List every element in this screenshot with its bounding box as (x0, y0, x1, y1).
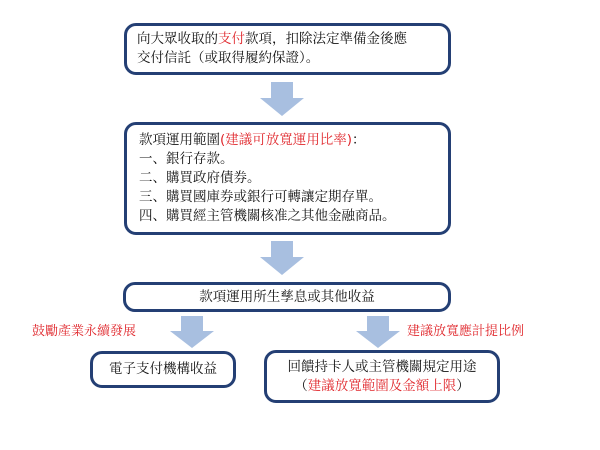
box1-line1: 向大眾收取的支付款項，扣除法定準備金後應 (137, 31, 407, 47)
usage-item: 二、購買政府債券。 (139, 170, 261, 186)
box5-line1: 回饋持卡人或主管機關規定用途 (287, 359, 477, 375)
down-arrow-right (356, 316, 400, 348)
highlight-payment: 支付 (218, 31, 245, 47)
flow-box-interest-income: 款項運用所生孳息或其他收益 (123, 282, 451, 312)
flow-box-fund-usage-scope (124, 122, 451, 235)
box2-heading: 款項運用範圍(建議可放寬運用比率)： (139, 132, 366, 148)
down-arrow-2 (260, 241, 304, 275)
box5-line2: （建議放寬範圍及金額上限） (294, 378, 470, 394)
flow-box-institution-revenue: 電子支付機構收益 (90, 351, 236, 388)
flow-box-trust-requirement (124, 23, 451, 75)
label-relax-provision-ratio: 建議放寬應計提比例 (407, 324, 525, 339)
highlight-relax-ratio: (建議可放寬運用比率) (220, 132, 353, 148)
usage-item: 一、銀行存款。 (139, 151, 234, 167)
down-arrow-1 (260, 82, 304, 116)
label-encourage-sustainable: 鼓勵產業永續發展 (32, 324, 137, 339)
down-arrow-left (170, 316, 214, 348)
usage-item: 四、購買經主管機關核准之其他金融商品。 (139, 208, 396, 224)
flow-box-cardholder-feedback (264, 350, 500, 403)
highlight-relax-scope: 建議放寬範圍及金額上限 (307, 378, 457, 394)
box1-line2: 交付信託（或取得履約保證）。 (137, 50, 320, 66)
usage-item: 三、購買國庫券或銀行可轉讓定期存單。 (139, 189, 382, 205)
